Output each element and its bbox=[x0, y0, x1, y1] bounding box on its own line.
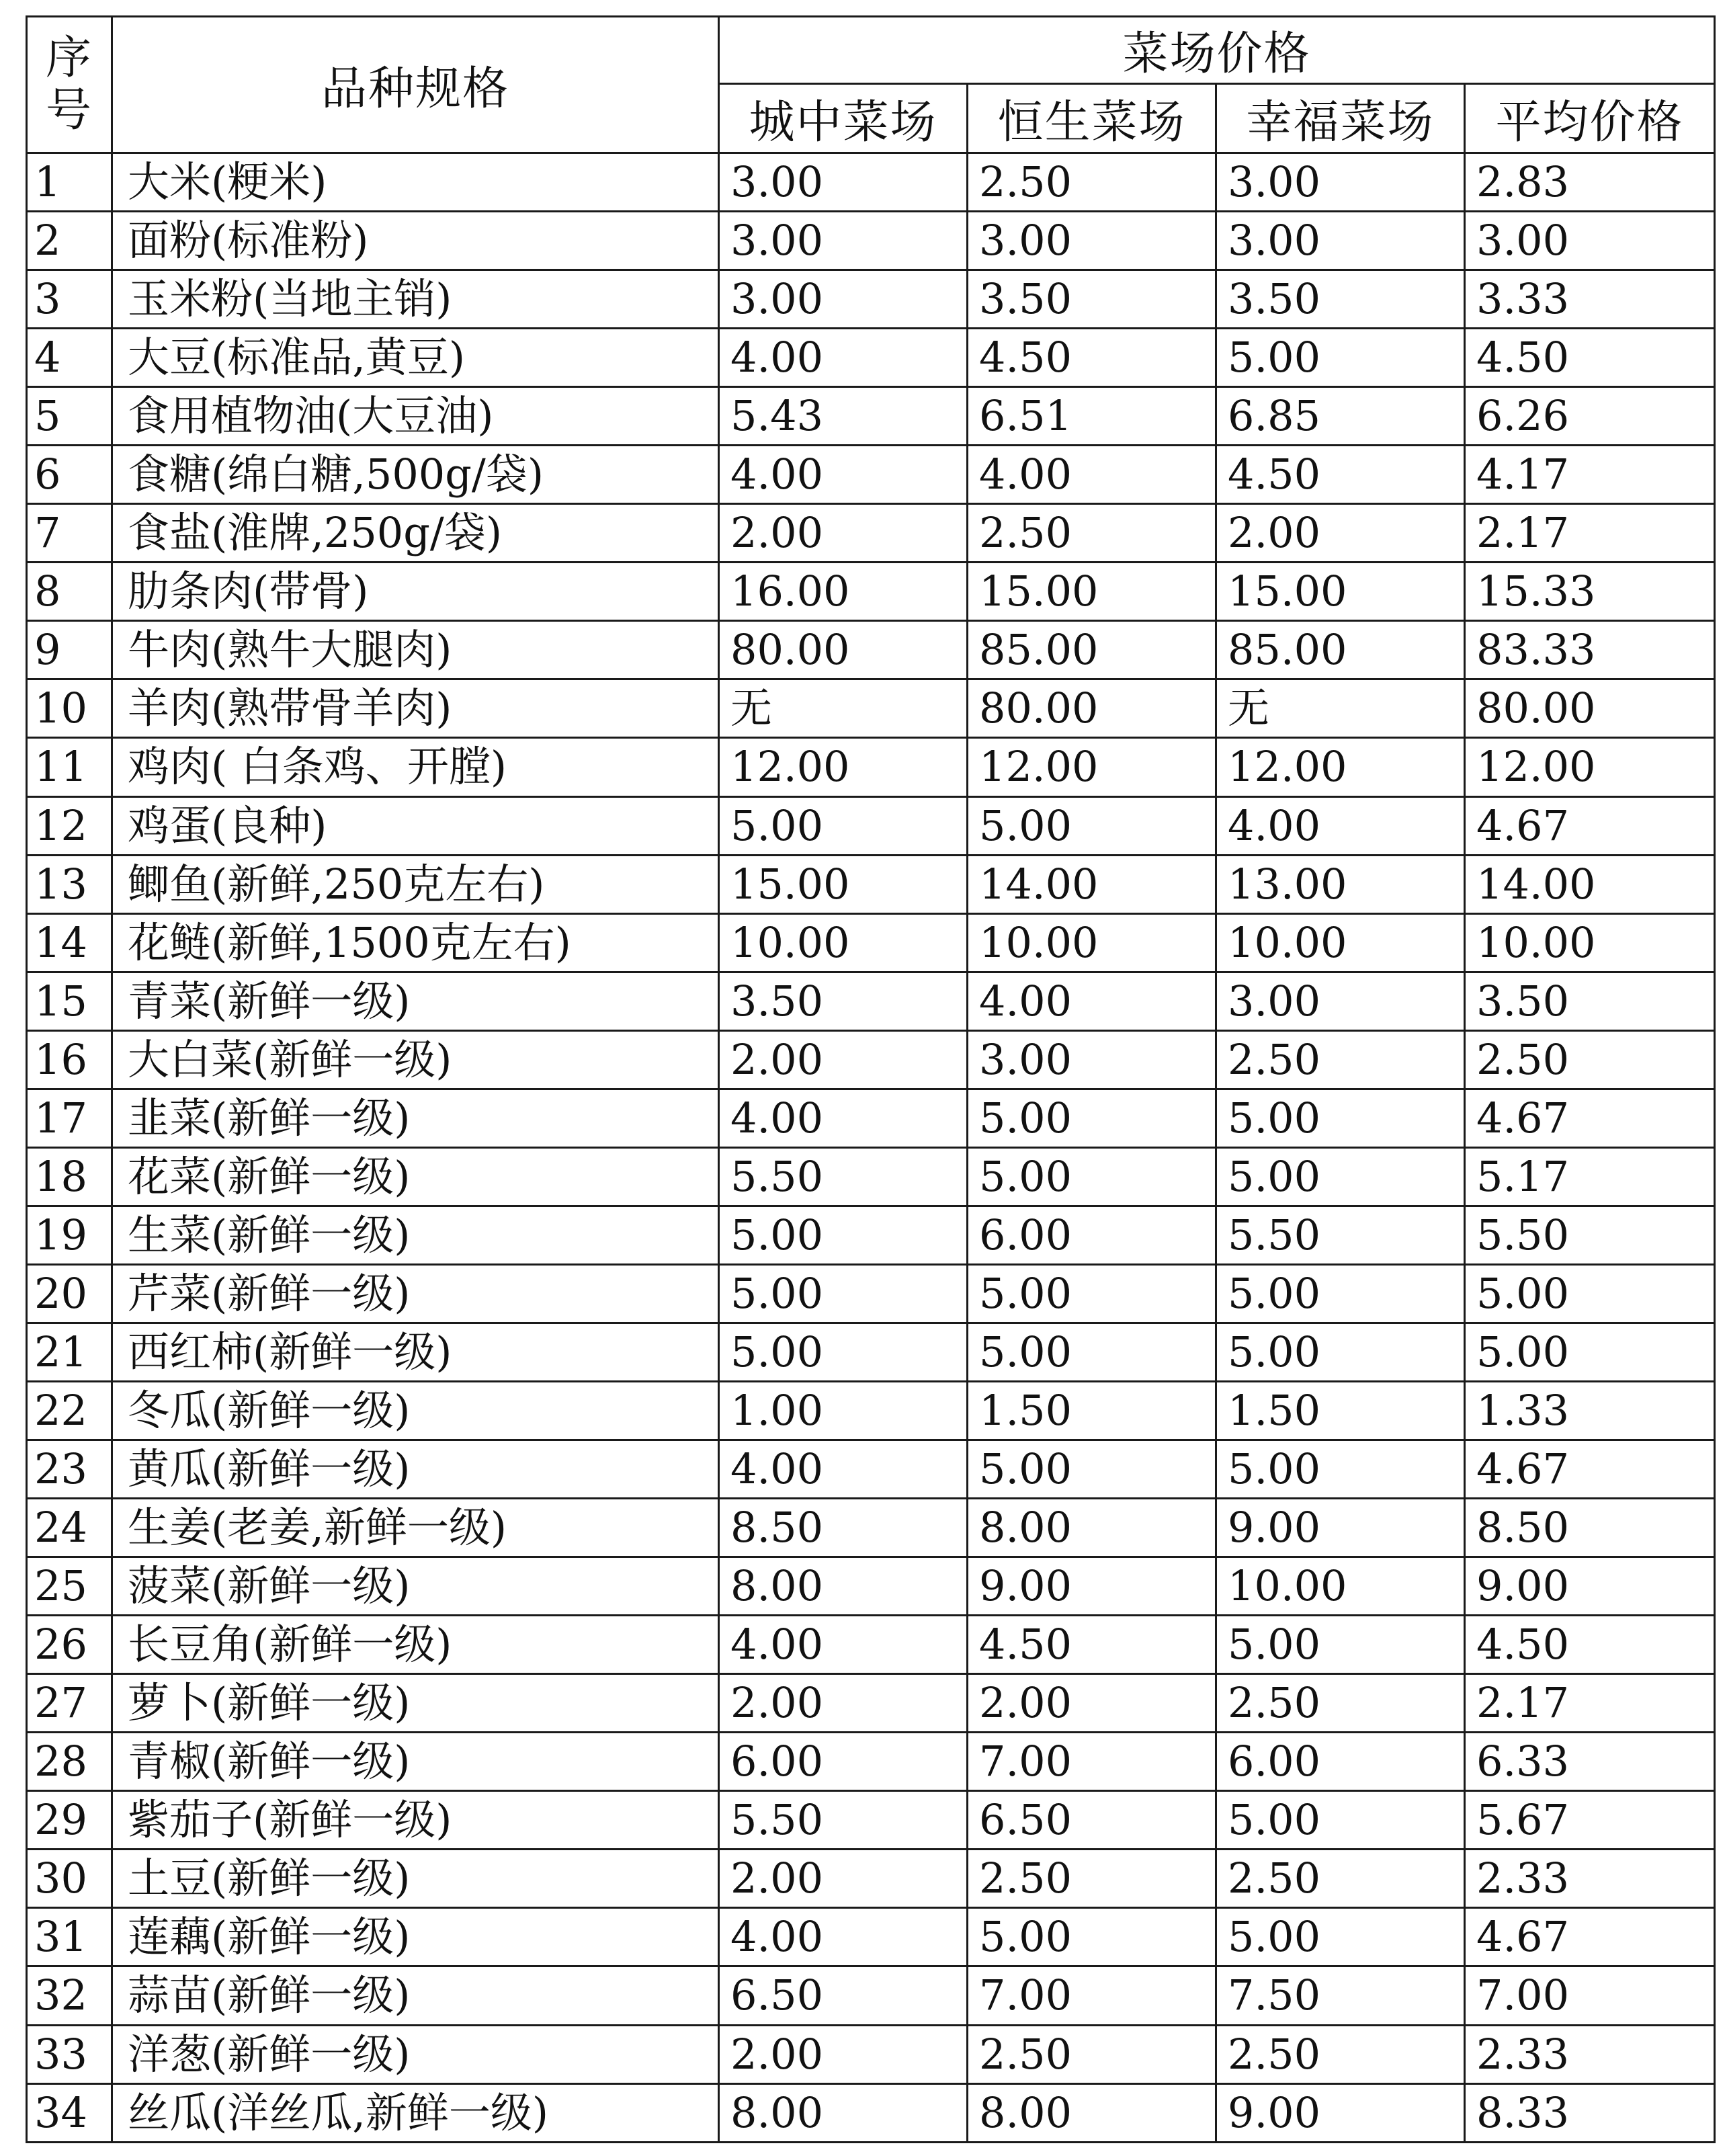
cell-price-xingfu: 7.50 bbox=[1216, 1966, 1465, 2025]
cell-price-average: 4.67 bbox=[1465, 1908, 1715, 1966]
price-table bbox=[26, 15, 1716, 2143]
cell-price-hengsheng: 4.50 bbox=[968, 329, 1216, 387]
cell-seq: 8 bbox=[27, 563, 112, 621]
table-row bbox=[27, 738, 1715, 796]
cell-price-chengzhong: 80.00 bbox=[719, 621, 968, 679]
cell-price-hengsheng: 14.00 bbox=[968, 855, 1216, 913]
table-row bbox=[27, 1206, 1715, 1264]
table-row bbox=[27, 1147, 1715, 1206]
cell-price-xingfu: 5.00 bbox=[1216, 1616, 1465, 1674]
cell-price-xingfu: 4.00 bbox=[1216, 796, 1465, 855]
cell-price-hengsheng: 8.00 bbox=[968, 1499, 1216, 1557]
cell-price-average: 6.33 bbox=[1465, 1733, 1715, 1791]
cell-price-hengsheng: 7.00 bbox=[968, 1966, 1216, 2025]
cell-price-chengzhong: 5.50 bbox=[719, 1147, 968, 1206]
cell-price-chengzhong: 4.00 bbox=[719, 1908, 968, 1966]
cell-name: 莲藕(新鲜一级) bbox=[112, 1908, 719, 1966]
cell-price-hengsheng: 2.50 bbox=[968, 1850, 1216, 1908]
cell-price-chengzhong: 5.00 bbox=[719, 796, 968, 855]
cell-price-hengsheng: 2.50 bbox=[968, 153, 1216, 212]
cell-price-average: 2.17 bbox=[1465, 504, 1715, 563]
table-row bbox=[27, 1089, 1715, 1147]
cell-seq: 25 bbox=[27, 1557, 112, 1616]
cell-seq: 5 bbox=[27, 387, 112, 446]
cell-price-average: 83.33 bbox=[1465, 621, 1715, 679]
cell-price-hengsheng: 3.50 bbox=[968, 270, 1216, 329]
cell-price-hengsheng: 8.00 bbox=[968, 2083, 1216, 2142]
cell-name: 玉米粉(当地主销) bbox=[112, 270, 719, 329]
table-row bbox=[27, 212, 1715, 270]
cell-price-hengsheng: 9.00 bbox=[968, 1557, 1216, 1616]
cell-price-xingfu: 3.00 bbox=[1216, 153, 1465, 212]
cell-price-hengsheng: 80.00 bbox=[968, 679, 1216, 738]
cell-seq: 21 bbox=[27, 1323, 112, 1381]
cell-price-average: 14.00 bbox=[1465, 855, 1715, 913]
cell-price-xingfu: 5.00 bbox=[1216, 1791, 1465, 1850]
cell-seq: 27 bbox=[27, 1674, 112, 1733]
cell-name: 食糖(绵白糖,500g/袋) bbox=[112, 446, 719, 504]
cell-price-average: 4.50 bbox=[1465, 1616, 1715, 1674]
cell-name: 生菜(新鲜一级) bbox=[112, 1206, 719, 1264]
cell-seq: 28 bbox=[27, 1733, 112, 1791]
cell-price-hengsheng: 6.50 bbox=[968, 1791, 1216, 1850]
cell-price-xingfu: 无 bbox=[1216, 679, 1465, 738]
cell-price-hengsheng: 5.00 bbox=[968, 1323, 1216, 1381]
cell-price-average: 10.00 bbox=[1465, 913, 1715, 972]
cell-price-average: 2.17 bbox=[1465, 1674, 1715, 1733]
cell-seq: 9 bbox=[27, 621, 112, 679]
cell-name: 丝瓜(洋丝瓜,新鲜一级) bbox=[112, 2083, 719, 2142]
cell-seq: 34 bbox=[27, 2083, 112, 2142]
cell-seq: 20 bbox=[27, 1264, 112, 1323]
cell-price-xingfu: 1.50 bbox=[1216, 1381, 1465, 1440]
header-name: 品种规格 bbox=[112, 17, 719, 153]
cell-price-hengsheng: 12.00 bbox=[968, 738, 1216, 796]
cell-price-chengzhong: 4.00 bbox=[719, 1089, 968, 1147]
cell-price-chengzhong: 5.00 bbox=[719, 1206, 968, 1264]
cell-name: 萝卜(新鲜一级) bbox=[112, 1674, 719, 1733]
cell-seq: 19 bbox=[27, 1206, 112, 1264]
cell-price-xingfu: 5.00 bbox=[1216, 1147, 1465, 1206]
cell-price-average: 4.67 bbox=[1465, 796, 1715, 855]
cell-seq: 31 bbox=[27, 1908, 112, 1966]
table-row bbox=[27, 387, 1715, 446]
cell-price-average: 4.67 bbox=[1465, 1440, 1715, 1499]
cell-price-chengzhong: 6.50 bbox=[719, 1966, 968, 2025]
cell-price-xingfu: 3.00 bbox=[1216, 212, 1465, 270]
header-seq-char: 序 bbox=[45, 32, 93, 85]
cell-seq: 3 bbox=[27, 270, 112, 329]
table-row bbox=[27, 1908, 1715, 1966]
cell-price-hengsheng: 4.50 bbox=[968, 1616, 1216, 1674]
table-row bbox=[27, 1499, 1715, 1557]
cell-name: 土豆(新鲜一级) bbox=[112, 1850, 719, 1908]
cell-seq: 12 bbox=[27, 796, 112, 855]
cell-price-chengzhong: 2.00 bbox=[719, 504, 968, 563]
cell-price-average: 4.50 bbox=[1465, 329, 1715, 387]
cell-price-average: 1.33 bbox=[1465, 1381, 1715, 1440]
table-row bbox=[27, 913, 1715, 972]
cell-seq: 10 bbox=[27, 679, 112, 738]
cell-name: 长豆角(新鲜一级) bbox=[112, 1616, 719, 1674]
cell-price-chengzhong: 4.00 bbox=[719, 446, 968, 504]
table-row bbox=[27, 446, 1715, 504]
cell-price-xingfu: 5.00 bbox=[1216, 1440, 1465, 1499]
cell-price-xingfu: 3.00 bbox=[1216, 972, 1465, 1030]
cell-price-xingfu: 5.00 bbox=[1216, 1323, 1465, 1381]
cell-seq: 4 bbox=[27, 329, 112, 387]
header-seq-char: 号 bbox=[45, 84, 93, 137]
cell-price-chengzhong: 8.00 bbox=[719, 1557, 968, 1616]
cell-price-chengzhong: 5.50 bbox=[719, 1791, 968, 1850]
table-row bbox=[27, 1733, 1715, 1791]
cell-price-average: 4.67 bbox=[1465, 1089, 1715, 1147]
cell-name: 牛肉(熟牛大腿肉) bbox=[112, 621, 719, 679]
cell-price-chengzhong: 6.00 bbox=[719, 1733, 968, 1791]
header-seq bbox=[27, 17, 112, 153]
cell-seq: 16 bbox=[27, 1030, 112, 1089]
cell-price-chengzhong: 1.00 bbox=[719, 1381, 968, 1440]
table-row bbox=[27, 153, 1715, 212]
table-row bbox=[27, 563, 1715, 621]
cell-price-chengzhong: 4.00 bbox=[719, 329, 968, 387]
cell-seq: 33 bbox=[27, 2025, 112, 2083]
cell-seq: 7 bbox=[27, 504, 112, 563]
table-row bbox=[27, 679, 1715, 738]
cell-price-hengsheng: 2.00 bbox=[968, 1674, 1216, 1733]
cell-price-chengzhong: 5.00 bbox=[719, 1264, 968, 1323]
header-market-hengsheng: 恒生菜场 bbox=[968, 84, 1216, 153]
cell-name: 青菜(新鲜一级) bbox=[112, 972, 719, 1030]
cell-price-chengzhong: 2.00 bbox=[719, 2025, 968, 2083]
cell-name: 花鲢(新鲜,1500克左右) bbox=[112, 913, 719, 972]
cell-seq: 30 bbox=[27, 1850, 112, 1908]
cell-price-average: 2.33 bbox=[1465, 1850, 1715, 1908]
table-row bbox=[27, 1850, 1715, 1908]
table-row bbox=[27, 1616, 1715, 1674]
cell-price-hengsheng: 4.00 bbox=[968, 972, 1216, 1030]
table-row bbox=[27, 1966, 1715, 2025]
cell-price-average: 3.50 bbox=[1465, 972, 1715, 1030]
cell-price-chengzhong: 16.00 bbox=[719, 563, 968, 621]
cell-price-xingfu: 2.50 bbox=[1216, 1850, 1465, 1908]
cell-name: 大豆(标准品,黄豆) bbox=[112, 329, 719, 387]
cell-price-average: 8.50 bbox=[1465, 1499, 1715, 1557]
cell-seq: 32 bbox=[27, 1966, 112, 2025]
cell-name: 菠菜(新鲜一级) bbox=[112, 1557, 719, 1616]
cell-name: 西红柿(新鲜一级) bbox=[112, 1323, 719, 1381]
cell-seq: 23 bbox=[27, 1440, 112, 1499]
cell-price-xingfu: 6.85 bbox=[1216, 387, 1465, 446]
table-row bbox=[27, 1557, 1715, 1616]
cell-name: 花菜(新鲜一级) bbox=[112, 1147, 719, 1206]
cell-price-xingfu: 9.00 bbox=[1216, 2083, 1465, 2142]
cell-price-average: 3.33 bbox=[1465, 270, 1715, 329]
cell-price-xingfu: 5.50 bbox=[1216, 1206, 1465, 1264]
cell-price-hengsheng: 10.00 bbox=[968, 913, 1216, 972]
cell-seq: 11 bbox=[27, 738, 112, 796]
cell-price-average: 4.17 bbox=[1465, 446, 1715, 504]
table-header bbox=[27, 17, 1715, 153]
cell-price-chengzhong: 3.50 bbox=[719, 972, 968, 1030]
cell-price-chengzhong: 15.00 bbox=[719, 855, 968, 913]
table-row bbox=[27, 2083, 1715, 2142]
table-row bbox=[27, 329, 1715, 387]
table-body bbox=[27, 153, 1715, 2143]
cell-price-chengzhong: 2.00 bbox=[719, 1674, 968, 1733]
cell-price-hengsheng: 5.00 bbox=[968, 1089, 1216, 1147]
cell-price-average: 5.00 bbox=[1465, 1323, 1715, 1381]
table-row bbox=[27, 1674, 1715, 1733]
cell-seq: 26 bbox=[27, 1616, 112, 1674]
cell-price-hengsheng: 5.00 bbox=[968, 1440, 1216, 1499]
cell-price-hengsheng: 2.50 bbox=[968, 504, 1216, 563]
cell-price-average: 80.00 bbox=[1465, 679, 1715, 738]
table-row bbox=[27, 972, 1715, 1030]
cell-price-average: 5.00 bbox=[1465, 1264, 1715, 1323]
cell-price-hengsheng: 5.00 bbox=[968, 1908, 1216, 1966]
cell-price-xingfu: 15.00 bbox=[1216, 563, 1465, 621]
cell-price-hengsheng: 2.50 bbox=[968, 2025, 1216, 2083]
header-average-price: 平均价格 bbox=[1465, 84, 1715, 153]
cell-name: 鲫鱼(新鲜,250克左右) bbox=[112, 855, 719, 913]
table-row bbox=[27, 621, 1715, 679]
cell-price-xingfu: 2.50 bbox=[1216, 2025, 1465, 2083]
cell-price-chengzhong: 2.00 bbox=[719, 1850, 968, 1908]
cell-seq: 6 bbox=[27, 446, 112, 504]
table-row bbox=[27, 1323, 1715, 1381]
cell-price-chengzhong: 12.00 bbox=[719, 738, 968, 796]
table-row bbox=[27, 270, 1715, 329]
cell-price-chengzhong: 3.00 bbox=[719, 270, 968, 329]
cell-name: 青椒(新鲜一级) bbox=[112, 1733, 719, 1791]
cell-price-xingfu: 2.50 bbox=[1216, 1674, 1465, 1733]
cell-name: 黄瓜(新鲜一级) bbox=[112, 1440, 719, 1499]
cell-price-hengsheng: 6.51 bbox=[968, 387, 1216, 446]
cell-price-average: 7.00 bbox=[1465, 1966, 1715, 2025]
header-market-xingfu: 幸福菜场 bbox=[1216, 84, 1465, 153]
cell-price-chengzhong: 10.00 bbox=[719, 913, 968, 972]
cell-price-xingfu: 6.00 bbox=[1216, 1733, 1465, 1791]
cell-price-chengzhong: 2.00 bbox=[719, 1030, 968, 1089]
table-row bbox=[27, 1381, 1715, 1440]
cell-price-average: 5.67 bbox=[1465, 1791, 1715, 1850]
cell-price-chengzhong: 4.00 bbox=[719, 1616, 968, 1674]
table-row bbox=[27, 504, 1715, 563]
cell-seq: 15 bbox=[27, 972, 112, 1030]
cell-name: 肋条肉(带骨) bbox=[112, 563, 719, 621]
cell-seq: 13 bbox=[27, 855, 112, 913]
cell-seq: 1 bbox=[27, 153, 112, 212]
cell-price-hengsheng: 85.00 bbox=[968, 621, 1216, 679]
table-row bbox=[27, 1264, 1715, 1323]
cell-price-chengzhong: 4.00 bbox=[719, 1440, 968, 1499]
cell-price-hengsheng: 3.00 bbox=[968, 1030, 1216, 1089]
cell-price-xingfu: 3.50 bbox=[1216, 270, 1465, 329]
cell-name: 紫茄子(新鲜一级) bbox=[112, 1791, 719, 1850]
table-row bbox=[27, 1791, 1715, 1850]
cell-seq: 18 bbox=[27, 1147, 112, 1206]
cell-seq: 29 bbox=[27, 1791, 112, 1850]
header-market-chengzhong: 城中菜场 bbox=[719, 84, 968, 153]
table-row bbox=[27, 1030, 1715, 1089]
cell-name: 大米(粳米) bbox=[112, 153, 719, 212]
cell-price-xingfu: 5.00 bbox=[1216, 1089, 1465, 1147]
cell-price-xingfu: 2.00 bbox=[1216, 504, 1465, 563]
cell-price-xingfu: 10.00 bbox=[1216, 913, 1465, 972]
cell-name: 芹菜(新鲜一级) bbox=[112, 1264, 719, 1323]
table-row bbox=[27, 796, 1715, 855]
cell-price-xingfu: 5.00 bbox=[1216, 1908, 1465, 1966]
cell-seq: 14 bbox=[27, 913, 112, 972]
cell-price-xingfu: 9.00 bbox=[1216, 1499, 1465, 1557]
cell-price-hengsheng: 1.50 bbox=[968, 1381, 1216, 1440]
cell-name: 食盐(淮牌,250g/袋) bbox=[112, 504, 719, 563]
cell-price-average: 2.83 bbox=[1465, 153, 1715, 212]
cell-price-hengsheng: 3.00 bbox=[968, 212, 1216, 270]
cell-price-xingfu: 12.00 bbox=[1216, 738, 1465, 796]
cell-price-hengsheng: 5.00 bbox=[968, 1147, 1216, 1206]
cell-price-chengzhong: 5.43 bbox=[719, 387, 968, 446]
cell-price-average: 12.00 bbox=[1465, 738, 1715, 796]
cell-price-hengsheng: 5.00 bbox=[968, 1264, 1216, 1323]
cell-name: 鸡肉( 白条鸡、开膛) bbox=[112, 738, 719, 796]
cell-seq: 17 bbox=[27, 1089, 112, 1147]
table-row bbox=[27, 2025, 1715, 2083]
cell-price-chengzhong: 3.00 bbox=[719, 153, 968, 212]
cell-price-xingfu: 2.50 bbox=[1216, 1030, 1465, 1089]
table-row bbox=[27, 855, 1715, 913]
cell-price-xingfu: 13.00 bbox=[1216, 855, 1465, 913]
cell-price-average: 8.33 bbox=[1465, 2083, 1715, 2142]
cell-name: 蒜苗(新鲜一级) bbox=[112, 1966, 719, 2025]
cell-name: 鸡蛋(良种) bbox=[112, 796, 719, 855]
cell-name: 冬瓜(新鲜一级) bbox=[112, 1381, 719, 1440]
cell-seq: 22 bbox=[27, 1381, 112, 1440]
cell-price-hengsheng: 5.00 bbox=[968, 796, 1216, 855]
cell-price-hengsheng: 6.00 bbox=[968, 1206, 1216, 1264]
cell-price-average: 2.50 bbox=[1465, 1030, 1715, 1089]
header-row-top bbox=[27, 17, 1715, 84]
cell-price-average: 6.26 bbox=[1465, 387, 1715, 446]
cell-name: 羊肉(熟带骨羊肉) bbox=[112, 679, 719, 738]
cell-price-xingfu: 5.00 bbox=[1216, 329, 1465, 387]
cell-price-average: 2.33 bbox=[1465, 2025, 1715, 2083]
cell-price-average: 5.17 bbox=[1465, 1147, 1715, 1206]
cell-price-average: 15.33 bbox=[1465, 563, 1715, 621]
cell-price-average: 9.00 bbox=[1465, 1557, 1715, 1616]
cell-price-hengsheng: 7.00 bbox=[968, 1733, 1216, 1791]
cell-name: 韭菜(新鲜一级) bbox=[112, 1089, 719, 1147]
cell-name: 大白菜(新鲜一级) bbox=[112, 1030, 719, 1089]
cell-seq: 2 bbox=[27, 212, 112, 270]
cell-price-chengzhong: 5.00 bbox=[719, 1323, 968, 1381]
cell-name: 洋葱(新鲜一级) bbox=[112, 2025, 719, 2083]
cell-name: 面粉(标准粉) bbox=[112, 212, 719, 270]
table-row bbox=[27, 1440, 1715, 1499]
cell-price-xingfu: 10.00 bbox=[1216, 1557, 1465, 1616]
cell-price-chengzhong: 无 bbox=[719, 679, 968, 738]
cell-price-chengzhong: 8.50 bbox=[719, 1499, 968, 1557]
cell-price-average: 5.50 bbox=[1465, 1206, 1715, 1264]
cell-price-xingfu: 4.50 bbox=[1216, 446, 1465, 504]
cell-name: 食用植物油(大豆油) bbox=[112, 387, 719, 446]
cell-price-average: 3.00 bbox=[1465, 212, 1715, 270]
cell-price-xingfu: 85.00 bbox=[1216, 621, 1465, 679]
cell-price-chengzhong: 8.00 bbox=[719, 2083, 968, 2142]
cell-price-hengsheng: 15.00 bbox=[968, 563, 1216, 621]
cell-price-hengsheng: 4.00 bbox=[968, 446, 1216, 504]
cell-seq: 24 bbox=[27, 1499, 112, 1557]
cell-name: 生姜(老姜,新鲜一级) bbox=[112, 1499, 719, 1557]
cell-price-chengzhong: 3.00 bbox=[719, 212, 968, 270]
cell-price-xingfu: 5.00 bbox=[1216, 1264, 1465, 1323]
header-market-group: 菜场价格 bbox=[719, 17, 1715, 84]
